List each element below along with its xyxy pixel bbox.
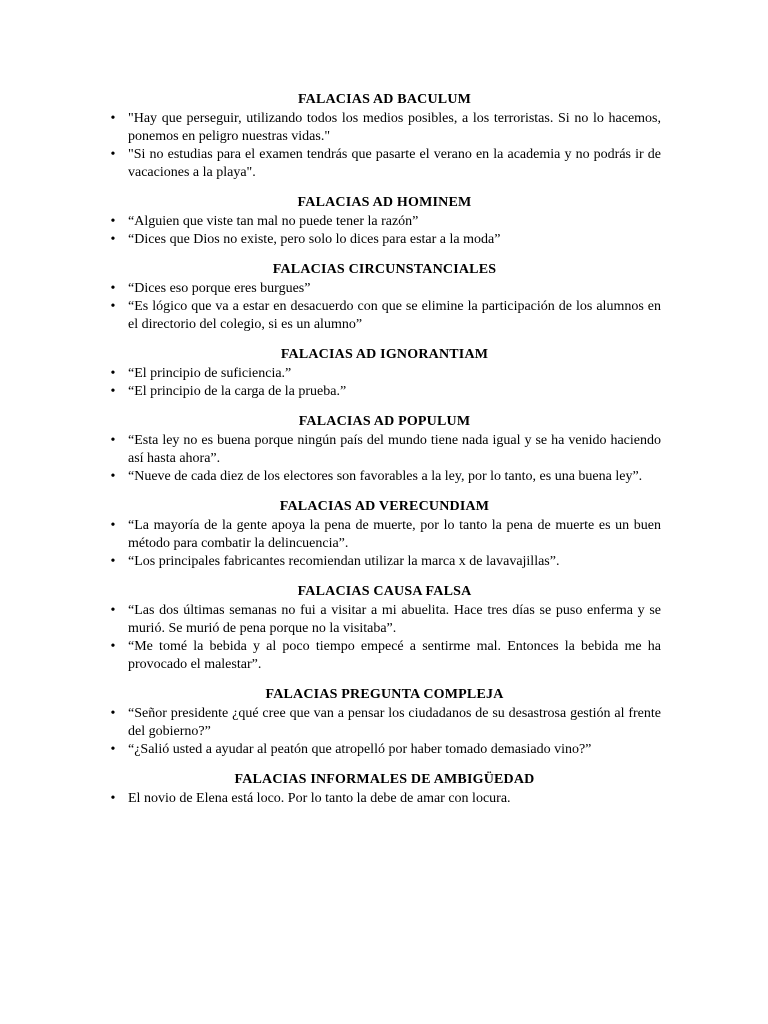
bullet-icon [108, 365, 118, 383]
section-heading: FALACIAS AD BACULUM [297, 92, 472, 107]
bullet-icon [108, 110, 118, 128]
list-item [108, 280, 661, 298]
section-heading: FALACIAS AD IGNORANTIAM [280, 347, 489, 362]
list-item [108, 741, 661, 759]
list-item [108, 638, 661, 674]
list-item-text: “Las dos últimas semanas no fui a visitar a mi abuelita. Hace tres días se puso enferma y se murió. Se murió de pena porque no la visitaba”. [128, 603, 661, 636]
section-heading: FALACIAS PREGUNTA COMPLEJA [265, 687, 504, 702]
bullet-icon [108, 213, 118, 231]
list-item [108, 383, 661, 401]
section-ad-hominem [108, 194, 661, 249]
list-item-text: “Dices que Dios no existe, pero solo lo dices para estar a la moda” [128, 232, 501, 247]
bullet-list [108, 110, 661, 182]
list-item [108, 213, 661, 231]
bullet-icon [108, 638, 118, 656]
section-ad-ignorantiam [108, 346, 661, 401]
list-item [108, 365, 661, 383]
list-item [108, 517, 661, 553]
section-ad-baculum [108, 91, 661, 182]
bullet-icon [108, 383, 118, 401]
bullet-list [108, 517, 661, 571]
section-ad-populum [108, 413, 661, 486]
section-ad-verecundiam [108, 498, 661, 571]
bullet-list [108, 213, 661, 249]
bullet-icon [108, 432, 118, 450]
list-item-text: “La mayoría de la gente apoya la pena de muerte, por lo tanto la pena de muerte es un buen método para combatir la delincuencia”. [128, 518, 661, 551]
bullet-icon [108, 231, 118, 249]
list-item-text: “Alguien que viste tan mal no puede tener la razón” [128, 214, 419, 229]
section-heading: FALACIAS AD VERECUNDIAM [279, 499, 490, 514]
bullet-icon [108, 705, 118, 723]
list-item-text: “¿Salió usted a ayudar al peatón que atropelló por haber tomado demasiado vino?” [128, 742, 592, 757]
document-body [108, 91, 661, 820]
bullet-icon [108, 553, 118, 571]
bullet-list [108, 432, 661, 486]
bullet-list [108, 365, 661, 401]
list-item-text: “Es lógico que va a estar en desacuerdo con que se elimine la participación de los alumnos en el directorio del colegio, si es un alumno” [128, 299, 661, 332]
section-ambiguedad [108, 771, 661, 808]
bullet-icon [108, 280, 118, 298]
list-item-text: “Me tomé la bebida y al poco tiempo empecé a sentirme mal. Entonces la bebida me ha provocado el malestar”. [128, 639, 661, 672]
list-item-text: "Si no estudias para el examen tendrás que pasarte el verano en la academia y no podrás ir de vacaciones a la playa". [128, 147, 661, 180]
bullet-icon [108, 298, 118, 316]
section-causa-falsa [108, 583, 661, 674]
list-item-text: “Nueve de cada diez de los electores son favorables a la ley, por lo tanto, es una buena ley”. [128, 469, 643, 484]
list-item-text: “Esta ley no es buena porque ningún país del mundo tiene nada igual y se ha venido haciendo así hasta ahora”. [128, 433, 661, 466]
section-heading: FALACIAS AD POPULUM [298, 414, 471, 429]
section-heading: FALACIAS AD HOMINEM [297, 195, 472, 210]
bullet-list [108, 602, 661, 674]
list-item-text: “Los principales fabricantes recomiendan utilizar la marca x de lavavajillas”. [128, 554, 560, 569]
list-item [108, 705, 661, 741]
bullet-icon [108, 741, 118, 759]
section-heading: FALACIAS CIRCUNSTANCIALES [272, 262, 497, 277]
bullet-icon [108, 468, 118, 486]
list-item-text: “El principio de suficiencia.” [128, 366, 292, 381]
list-item-text: “Dices eso porque eres burgues” [128, 281, 311, 296]
list-item [108, 298, 661, 334]
bullet-icon [108, 602, 118, 620]
list-item-text: “El principio de la carga de la prueba.” [128, 384, 347, 399]
list-item-text: “Señor presidente ¿qué cree que van a pensar los ciudadanos de su desastrosa gestión al frente del gobierno?” [128, 706, 661, 739]
section-pregunta-compleja [108, 686, 661, 759]
bullet-list [108, 705, 661, 759]
list-item [108, 110, 661, 146]
bullet-icon [108, 146, 118, 164]
list-item-text: "Hay que perseguir, utilizando todos los medios posibles, a los terroristas. Si no lo hacemos, ponemos en peligro nuestras vidas." [128, 111, 661, 144]
list-item [108, 790, 661, 808]
list-item [108, 146, 661, 182]
list-item-text: El novio de Elena está loco. Por lo tanto la debe de amar con locura. [128, 791, 511, 806]
list-item [108, 432, 661, 468]
list-item [108, 553, 661, 571]
section-heading: FALACIAS INFORMALES DE AMBIGÜEDAD [234, 772, 535, 787]
section-circunstanciales [108, 261, 661, 334]
list-item [108, 468, 661, 486]
bullet-icon [108, 517, 118, 535]
bullet-list [108, 280, 661, 334]
section-heading: FALACIAS CAUSA FALSA [297, 584, 472, 599]
list-item [108, 231, 661, 249]
list-item [108, 602, 661, 638]
bullet-icon [108, 790, 118, 808]
bullet-list [108, 790, 661, 808]
